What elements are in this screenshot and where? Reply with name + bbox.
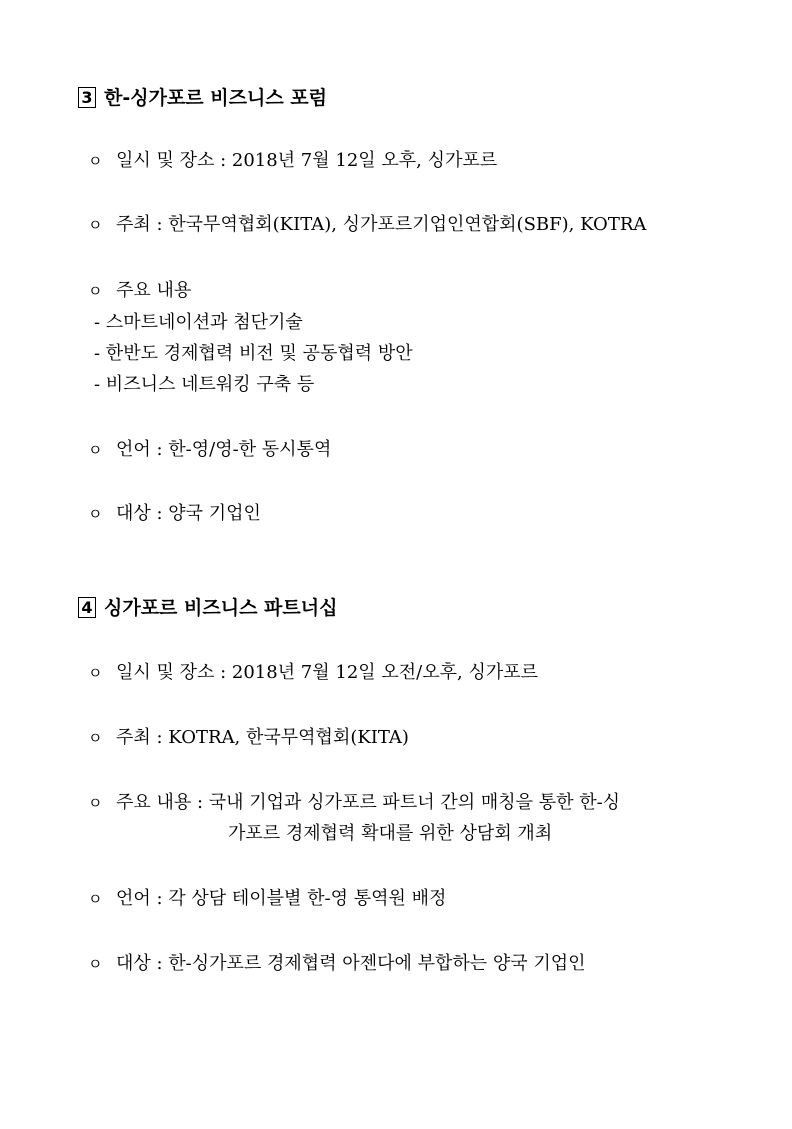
section-3-title-text: 한-싱가포르 비즈니스 포럼 [104,87,328,109]
section-3-content-item: - 비즈니스 네트워킹 구축 등 [94,374,315,395]
section-4-datetime: ㅇ 일시 및 장소 : 2018년 7월 12일 오전/오후, 싱가포르 [88,662,538,683]
section-3-content-label: ㅇ 주요 내용 [88,280,192,301]
section-4-host: ㅇ 주최 : KOTRA, 한국무역협회(KITA) [88,727,409,748]
bullet-icon: ㅇ [88,505,103,523]
bullet-icon: ㅇ [88,955,103,973]
section-3-title [78,86,327,110]
section-3-number: 3 [78,87,96,108]
section-3-target: ㅇ 대상 : 양국 기업인 [88,503,261,524]
section-4-title-text: 싱가포르 비즈니스 파트너십 [104,597,338,619]
bullet-icon: ㅇ [88,729,103,747]
bullet-icon: ㅇ [88,282,103,300]
bullet-icon: ㅇ [88,441,103,459]
section-3-content-item: - 한반도 경제협력 비전 및 공동협력 방안 [94,343,413,364]
section-3-datetime: ㅇ 일시 및 장소 : 2018년 7월 12일 오후, 싱가포르 [88,150,498,171]
bullet-icon: ㅇ [88,216,103,234]
section-3-content-item: - 스마트네이션과 첨단기술 [94,312,303,333]
section-4-content: ㅇ 주요 내용 : 국내 기업과 싱가포르 파트너 간의 매칭을 통한 한-싱 [88,792,621,813]
section-3-host: ㅇ 주최 : 한국무역협회(KITA), 싱가포르기업인연합회(SBF), KOTRA [88,214,647,235]
bullet-icon: ㅇ [88,664,103,682]
section-4-content-continued: 가포르 경제협력 확대를 위한 상담회 개최 [228,823,553,844]
bullet-icon: ㅇ [88,152,103,170]
section-4-language: ㅇ 언어 : 각 상담 테이블별 한-영 통역원 배정 [88,888,447,909]
bullet-icon: ㅇ [88,890,103,908]
section-4-number: 4 [78,597,96,618]
section-4-title [78,596,337,620]
section-3-language: ㅇ 언어 : 한-영/영-한 동시통역 [88,439,332,460]
bullet-icon: ㅇ [88,794,103,812]
section-4-target: ㅇ 대상 : 한-싱가포르 경제협력 아젠다에 부합하는 양국 기업인 [88,953,586,974]
